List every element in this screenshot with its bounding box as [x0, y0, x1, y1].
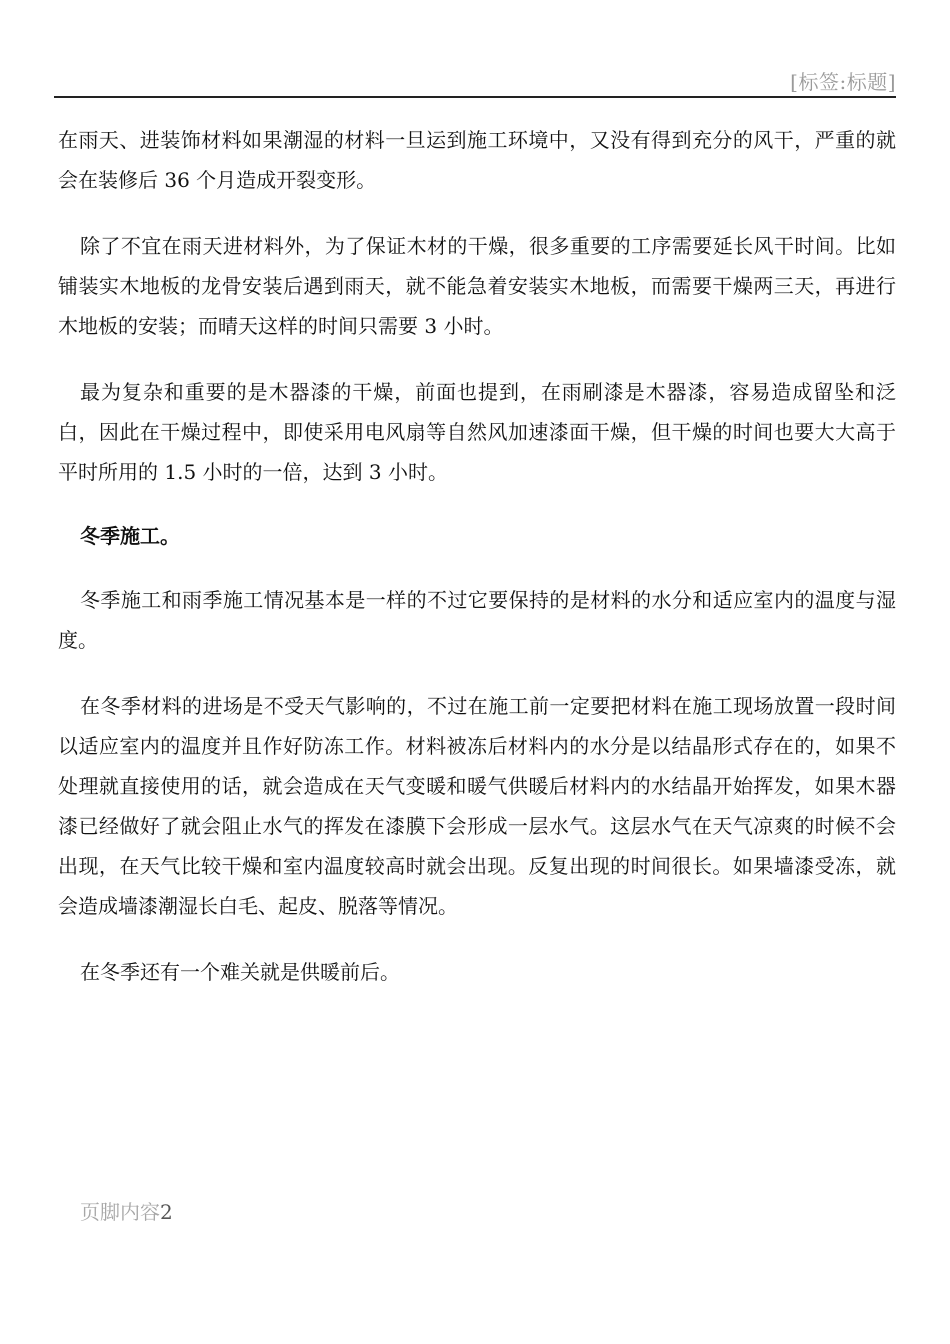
paragraph: 除了不宜在雨天进材料外，为了保证木材的干燥，很多重要的工序需要延长风干时间。比如铺装实木地板的龙骨安装后遇到雨天，就不能急着安装实木地板，而需要干燥两三天，再进行木地板的安装；而晴天这样的时间只需要 3 小时。 [58, 234, 896, 338]
footer-label: 页脚内容 [80, 1200, 160, 1224]
header-rule [54, 96, 896, 98]
paragraph: 在雨天、进装饰材料如果潮湿的材料一旦运到施工环境中，又没有得到充分的风干，严重的就会在装修后 36 个月造成开裂变形。 [58, 128, 896, 192]
section-heading: 冬季施工。 [80, 524, 180, 548]
header-tag: [标签:标题] [790, 70, 896, 94]
paragraph: 冬季施工和雨季施工情况基本是一样的不过它要保持的是材料的水分和适应室内的温度与湿度。 [58, 588, 896, 652]
document-body [58, 120, 896, 992]
page-footer [80, 1196, 173, 1225]
paragraph: 在冬季还有一个难关就是供暖前后。 [80, 960, 400, 984]
page-number: 2 [160, 1200, 173, 1224]
paragraph: 最为复杂和重要的是木器漆的干燥，前面也提到，在雨刷漆是木器漆，容易造成留坠和泛白，因此在干燥过程中，即使采用电风扇等自然风加速漆面干燥，但干燥的时间也要大大高于平时所用的 1.5 小时的一倍，达到 3 小时。 [58, 380, 896, 484]
paragraph: 在冬季材料的进场是不受天气影响的，不过在施工前一定要把材料在施工现场放置一段时间以适应室内的温度并且作好防冻工作。材料被冻后材料内的水分是以结晶形式存在的，如果不处理就直接使用的话，就会造成在天气变暖和暖气供暖后材料内的水结晶开始挥发，如果木器漆已经做好了就会阻止水气的挥发在漆膜下会形成一层水气。这层水气在天气凉爽的时候不会出现，在天气比较干燥和室内温度较高时就会出现。反复出现的时间很长。如果墙漆受冻，就会造成墙漆潮湿长白毛、起皮、脱落等情况。 [58, 694, 896, 918]
